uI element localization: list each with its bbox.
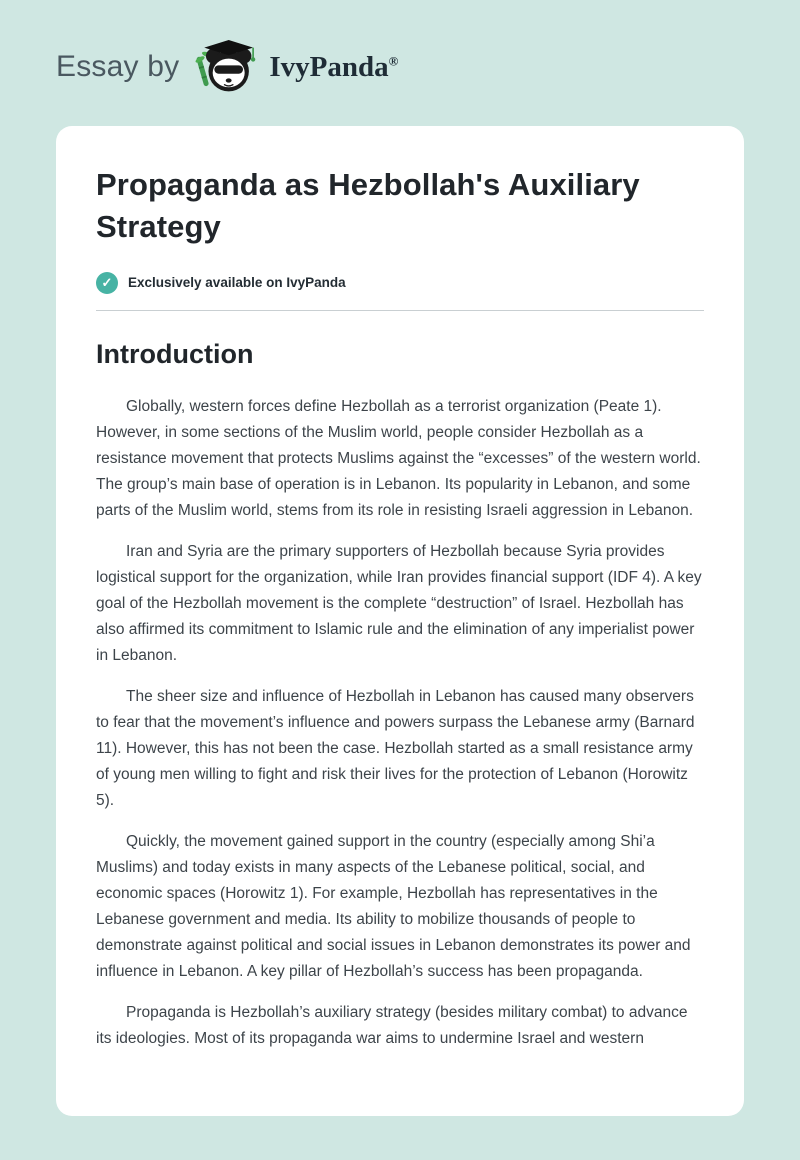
section-heading-introduction: Introduction [96, 338, 254, 369]
divider [96, 310, 704, 311]
essay-paragraph: Quickly, the movement gained support in the country (especially among Shi’a Muslims) and today exists in many aspects of the Lebanese political, social, and economic spaces (Horowitz 1). For example, Hezbollah has representatives in the Lebanese government and media. Its ability to mobilize thousands of people to demonstrate against political and social issues in Lebanon demonstrates its power and influence in Lebanon. A key pillar of Hezbollah’s success has been propaganda. [96, 833, 691, 981]
ivypanda-panda-logo-icon [195, 38, 259, 96]
essay-paragraph: Globally, western forces define Hezbollah as a terrorist organization (Peate 1). However, in some sections of the Muslim world, people consider Hezbollah as a resistance movement that protects Muslims against the “excesses” of the western world. The group’s main base of operation is in Lebanon. Its popularity in Lebanon, and some parts of the Muslim world, stems from its role in resisting Israeli aggression in Lebanon. [96, 397, 701, 519]
check-icon: ✓ [96, 272, 118, 294]
brand-wordmark: IvyPanda [269, 50, 389, 83]
essay-card [56, 126, 744, 1116]
essay-title: Propaganda as Hezbollah's Auxiliary Strategy [96, 167, 640, 244]
registered-trademark: ® [388, 52, 399, 68]
site-header [0, 0, 800, 118]
brand-name [269, 51, 398, 84]
brand-link[interactable] [195, 38, 398, 96]
essay-by-label: Essay by [56, 50, 180, 83]
essay-paragraph: The sheer size and influence of Hezbollah in Lebanon has caused many observers to fear that the movement’s influence and powers surpass the Lebanese army (Barnard 11). However, this has not been the case. Hezbollah started as a small resistance army of young men willing to fight and risk their lives for the protection of Lebanon (Horowitz 5). [96, 688, 695, 810]
availability-label: Exclusively available on IvyPanda [128, 275, 346, 291]
availability-badge [96, 272, 704, 294]
essay-paragraph: Iran and Syria are the primary supporters of Hezbollah because Syria provides logistical support for the organization, while Iran provides financial support (IDF 4). A key goal of the Hezbollah movement is the complete “destruction” of Israel. Hezbollah has also affirmed its commitment to Islamic rule and the elimination of any imperialist power in Lebanon. [96, 542, 702, 664]
essay-paragraph: Propaganda is Hezbollah’s auxiliary strategy (besides military combat) to advance its ideologies. Most of its propaganda war aims to undermine Israel and western [96, 1004, 688, 1048]
